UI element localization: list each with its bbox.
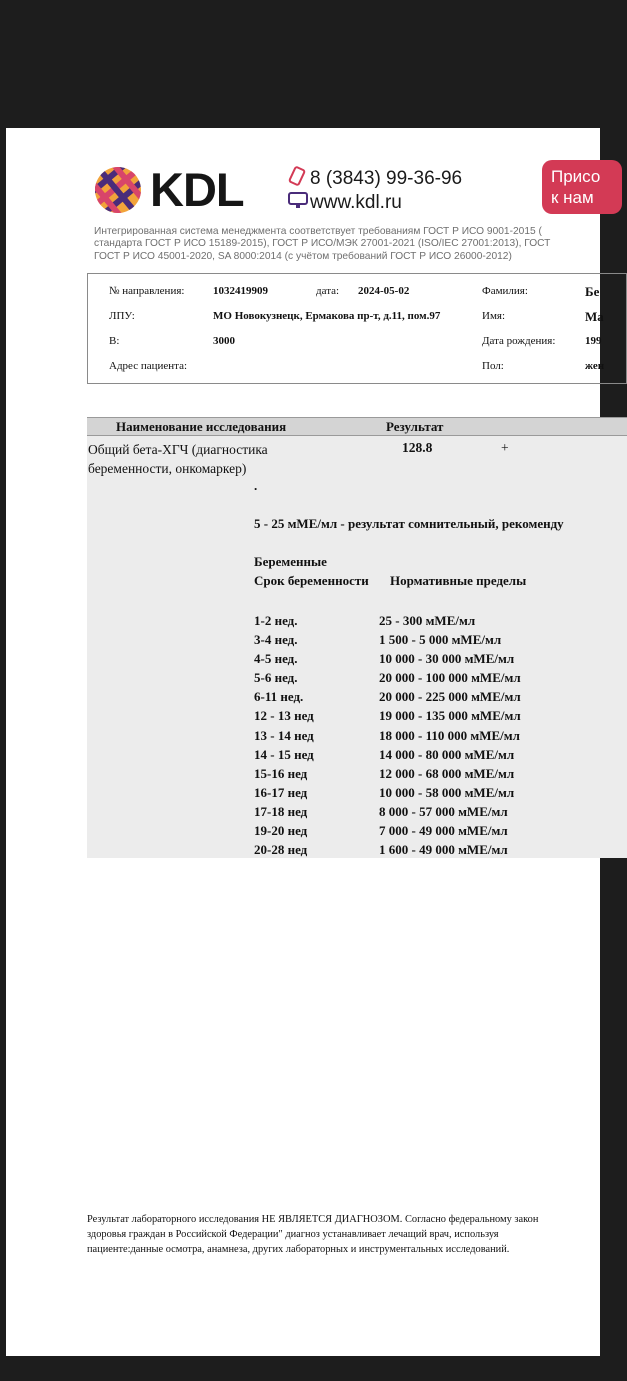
sex-value: жен [585,360,605,372]
top-dark-bar [0,0,600,128]
norm-term: 14 - 15 нед [254,746,314,762]
kdl-logo-icon [94,166,142,214]
address-label: Адрес пациента: [109,360,188,372]
birth-date-label: Дата рождения: [482,335,556,347]
cta-line-1: Присо [551,167,601,186]
lpu-label: ЛПУ: [109,310,135,322]
test-name-line: Общий бета-ХГЧ (диагностика [88,442,268,457]
surname-value: Бе [585,284,600,299]
norm-term: 16-17 нед [254,784,308,800]
result-value: 128.8 [402,440,433,455]
norm-term: 19-20 нед [254,823,308,839]
dot-marker: . [254,478,258,493]
website-url: www.kdl.ru [310,192,402,213]
norm-term: 6-11 нед. [254,689,304,705]
norm-term: 1-2 нед. [254,613,298,628]
cert-line: стандарта ГОСТ Р ИСО 15189-2015), ГОСТ Р ИСО/МЭК 27001-2021 (ISO/IEC 27001:2013), ГОСТ [94,238,551,250]
kdl-logo-text: KDL [150,163,244,216]
phone-contact[interactable] [288,166,462,192]
test-name-line: беременности, онкомаркер) [88,461,247,476]
website-link[interactable] [288,190,402,216]
cert-line: Интегрированная система менеджмента соответствует требованиям ГОСТ Р ИСО 9001-2015 ( [94,226,542,237]
norm-limits: 1 600 - 49 000 мМЕ/мл [379,842,508,858]
norm-term: 17-18 нед [254,803,308,819]
norm-limits: 8 000 - 57 000 мМЕ/мл [379,803,508,819]
norm-limits: 18 000 - 110 000 мМЕ/мл [379,727,520,743]
results-table-body [87,436,627,858]
norm-limits: 12 000 - 68 000 мМЕ/мл [379,765,515,781]
name-label: Имя: [482,310,506,322]
result-flag: + [501,440,509,455]
norm-term: 20-28 нед [254,842,308,858]
norm-term: 5-6 нед. [254,670,298,686]
referral-value: 1032419909 [213,285,268,297]
norm-limits: 25 - 300 мМЕ/мл [379,613,476,628]
disclaimer-line: пациенте:данные осмотра, анамнеза, других лабораторных и инструментальных исследований. [87,1244,510,1255]
lpu-value: МО Новокузнецк, Ермакова пр-т, д.11, пом.97 [213,310,441,322]
disclaimer-line: Результат лабораторного исследования НЕ ЯВЛЯЕТСЯ ДИАГНОЗОМ. Согласно федеральному закон [87,1214,539,1225]
col-test-name: Наименование исследования [116,419,287,434]
cert-line: ГОСТ Р ИСО 45001-2020, SA 8000:2014 (с учётом требований ГОСТ Р ИСО 26000-2012) [94,250,512,262]
date-label: дата: [316,285,340,297]
col-limits: Нормативные пределы [390,573,527,588]
surname-label: Фамилия: [482,285,528,297]
monitor-icon [288,190,310,216]
join-us-button[interactable] [542,160,622,214]
norm-term: 13 - 14 нед [254,727,314,743]
norm-limits: 14 000 - 80 000 мМЕ/мл [379,746,515,762]
doubtful-note: 5 - 25 мМЕ/мл - результат сомнительный, рекоменду [254,516,564,531]
phone-icon [288,166,310,192]
date-value: 2024-05-02 [358,285,410,297]
results-table-header [87,417,627,436]
referral-label: № направления: [109,285,185,297]
norm-term: 3-4 нед. [254,632,298,648]
norm-term: 15-16 нед [254,765,308,781]
v-label: В: [109,335,120,347]
cta-line-2: к нам [551,188,594,207]
norm-term: 12 - 13 нед [254,708,314,724]
col-result: Результат [386,419,444,434]
norm-limits: 20 000 - 100 000 мМЕ/мл [379,670,521,686]
col-term: Срок беременности [254,573,369,588]
birth-date-value: 199 [585,335,602,347]
norm-term: 4-5 нед. [254,651,298,667]
norm-limits: 20 000 - 225 000 мМЕ/мл [379,689,521,705]
sex-label: Пол: [482,360,504,372]
name-value: Ма [585,309,604,324]
norm-limits: 10 000 - 30 000 мМЕ/мл [379,651,515,667]
norm-limits: 19 000 - 135 000 мМЕ/мл [379,708,521,724]
disclaimer-line: здоровья граждан в Российской Федерации" диагноз устанавливает лечащий врач, используя [87,1229,499,1240]
bottom-dark-bar [0,1356,600,1381]
norm-limits: 7 000 - 49 000 мМЕ/мл [379,823,508,839]
patient-info-box [87,273,627,384]
certification-text [94,226,614,263]
pregnant-title: Беременные [254,554,327,569]
norm-limits: 10 000 - 58 000 мМЕ/мл [379,784,515,800]
disclaimer [87,1212,617,1257]
phone-number: 8 (3843) 99-36-96 [310,168,463,189]
test-name [88,440,268,478]
lab-report-page [6,128,605,1356]
v-value: 3000 [213,335,235,347]
norm-limits: 1 500 - 5 000 мМЕ/мл [379,632,502,648]
